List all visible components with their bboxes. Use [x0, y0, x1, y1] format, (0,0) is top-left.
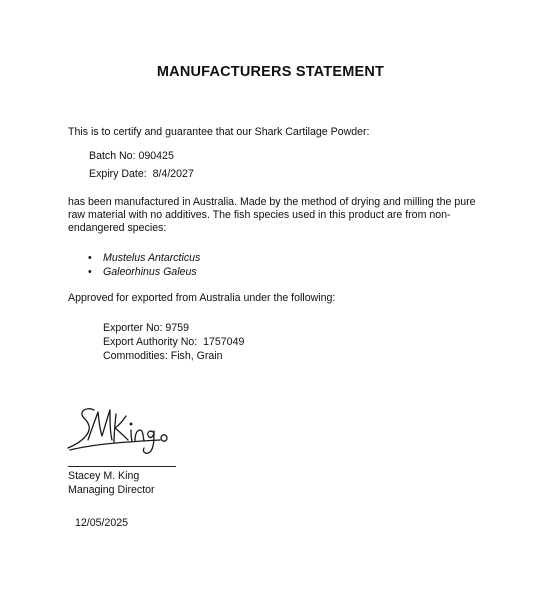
batch-number-value: 090425 — [138, 150, 174, 162]
exporter-number-value: 9759 — [165, 322, 189, 334]
document-date: 12/05/2025 — [75, 517, 129, 529]
signatory-name: Stacey M. King — [68, 470, 140, 482]
commodities-value: Fish, Grain — [170, 350, 223, 362]
expiry-date-line — [89, 168, 194, 181]
signatory-role: Managing Director — [68, 484, 155, 496]
commodities-line — [103, 350, 223, 363]
signature-image — [64, 400, 184, 460]
signature-line — [68, 466, 176, 467]
intro-text: This is to certify and guarantee that our Shark Cartilage Powder: — [68, 126, 370, 138]
batch-number-line — [89, 150, 174, 163]
expiry-date-value: 8/4/2027 — [152, 168, 194, 180]
export-authority-label: Export Authority No: — [103, 336, 198, 348]
expiry-date-label: Expiry Date: — [89, 168, 147, 180]
batch-number-label: Batch No: — [89, 150, 136, 162]
export-authority-line — [103, 336, 244, 349]
species-item: • Galeorhinus Galeus — [88, 265, 200, 279]
approval-text: Approved for exported from Australia under the following: — [68, 292, 336, 304]
export-authority-value: 1757049 — [203, 336, 245, 348]
exporter-number-line — [103, 322, 189, 335]
commodities-label: Commodities: — [103, 350, 168, 362]
exporter-number-label: Exporter No: — [103, 322, 163, 334]
document-title: MANUFACTURERS STATEMENT — [156, 64, 385, 80]
species-list — [88, 251, 200, 279]
species-item: • Mustelus Antarcticus — [88, 251, 200, 265]
manufacture-paragraph: has been manufactured in Australia. Made by the method of drying and milling the pure raw material with no additives. The fish species used in this product are from non-endangered species: — [68, 196, 476, 235]
